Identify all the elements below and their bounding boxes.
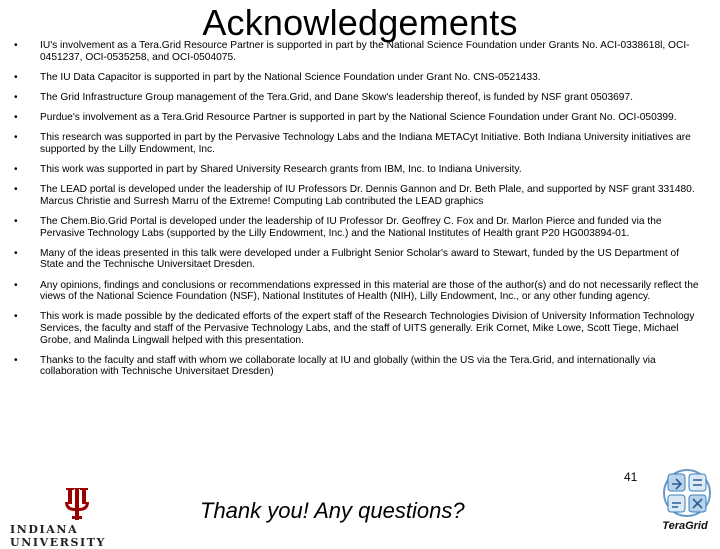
bullet-mark: • xyxy=(14,40,18,51)
list-item-text: The LEAD portal is developed under the leadership of IU Professors Dr. Dennis Gannon and Dr. Beth Plale, and supported by NSF grant 331480. Marcus Christie and Surresh Marru of the Extreme! Computing Lab contributed the LEAD graphics xyxy=(40,184,695,207)
bullet-mark: • xyxy=(14,91,18,103)
list-item xyxy=(10,184,700,207)
bullet-mark: • xyxy=(14,164,18,176)
list-item xyxy=(10,92,700,104)
bullet-mark: • xyxy=(14,216,18,228)
iu-trident-icon xyxy=(64,488,90,520)
list-item xyxy=(10,164,700,176)
list-item xyxy=(10,132,700,155)
acknowledgement-list xyxy=(10,40,700,387)
list-item xyxy=(10,311,700,346)
list-item xyxy=(10,248,700,271)
list-item-text: Thanks to the faculty and staff with whom we collaborate locally at IU and globally (within the US via the Tera.Grid, and internationally via collaboration with Technische Universitaet Dresden) xyxy=(40,354,656,378)
bullet-mark: • xyxy=(14,132,18,144)
list-item xyxy=(10,72,700,84)
bullet-mark: • xyxy=(14,247,18,259)
list-item-text: The IU Data Capacitor is supported in part by the National Science Foundation under Grant No. CNS-0521433. xyxy=(40,71,541,83)
list-item xyxy=(10,216,700,239)
list-item-text: Purdue's involvement as a Tera.Grid Resource Partner is supported in part by the National Science Foundation under Grant No. OCI-050399. xyxy=(40,112,677,124)
teragrid-icon xyxy=(662,468,712,518)
teragrid-wordmark: TeraGrid xyxy=(662,520,708,532)
bullet-mark: • xyxy=(14,354,18,366)
list-item-text: Many of the ideas presented in this talk were developed under a Fulbright Senior Scholar's award to Stewart, funded by the US Department of State and the Technische Universitaet Dresden. xyxy=(40,247,680,271)
list-item-text: This work is made possible by the dedicated efforts of the expert staff of the Research Technologies Division of University Information Technology Services, the faculty and staff of the Pervasive Technology Labs, and the staff of UITS generally. Erik Cornet, Mike Lowe, Scott Tiege, Michael Grobe, and Malinda Lingwall helped with this presentation. xyxy=(40,311,695,346)
list-item-text: IU's involvement as a Tera.Grid Resource Partner is supported in part by the National Science Foundation under Grants No. ACI-0338618l, OCI-0451237, OCI-0535258, and OCI-0504075. xyxy=(40,40,690,63)
list-item-text: This research was supported in part by the Pervasive Technology Labs and the Indiana METACyt Initiative. Both Indiana University initiatives are supported by the Lilly Endowment, Inc. xyxy=(40,132,691,155)
list-item xyxy=(10,280,700,303)
slide-number: 41 xyxy=(624,470,638,484)
bullet-mark: • xyxy=(14,112,18,124)
teragrid-logo xyxy=(652,468,718,538)
bullet-mark: • xyxy=(14,311,18,323)
list-item-text: The Grid Infrastructure Group management of the Tera.Grid, and Dane Skow's leadership thereof, is funded by NSF grant 0503697. xyxy=(40,91,633,103)
indiana-university-logo xyxy=(10,488,160,549)
indiana-university-wordmark: INDIANA UNIVERSITY xyxy=(10,523,106,549)
list-item xyxy=(10,112,700,124)
list-item-text: This work was supported in part by Shared University Research grants from IBM, Inc. to Indiana University. xyxy=(40,164,522,176)
list-item xyxy=(10,40,700,63)
bullet-mark: • xyxy=(14,184,18,196)
list-item-text: Any opinions, findings and conclusions or recommendations expressed in this material are those of the author(s) and do not necessarily reflect the views of the National Science Foundation (NSF), National Institutes of Health (NIH), Lilly Endowment, Inc., or any other funding agency. xyxy=(40,279,699,303)
list-item xyxy=(10,355,700,378)
closing-text: Thank you! Any questions? xyxy=(200,498,465,523)
bullet-mark: • xyxy=(14,279,18,291)
list-item-text: The Chem.Bio.Grid Portal is developed under the leadership of IU Professor Dr. Geoffrey C. Fox and Dr. Marlon Pierce and funded via the Pervasive Technology Labs (supported by the Lilly Endowment, Inc.) and the National Institutes of Health grant P20 HG003894-01. xyxy=(40,216,662,239)
bullet-mark: • xyxy=(14,71,18,83)
slide-title: Acknowledgements xyxy=(202,2,518,43)
